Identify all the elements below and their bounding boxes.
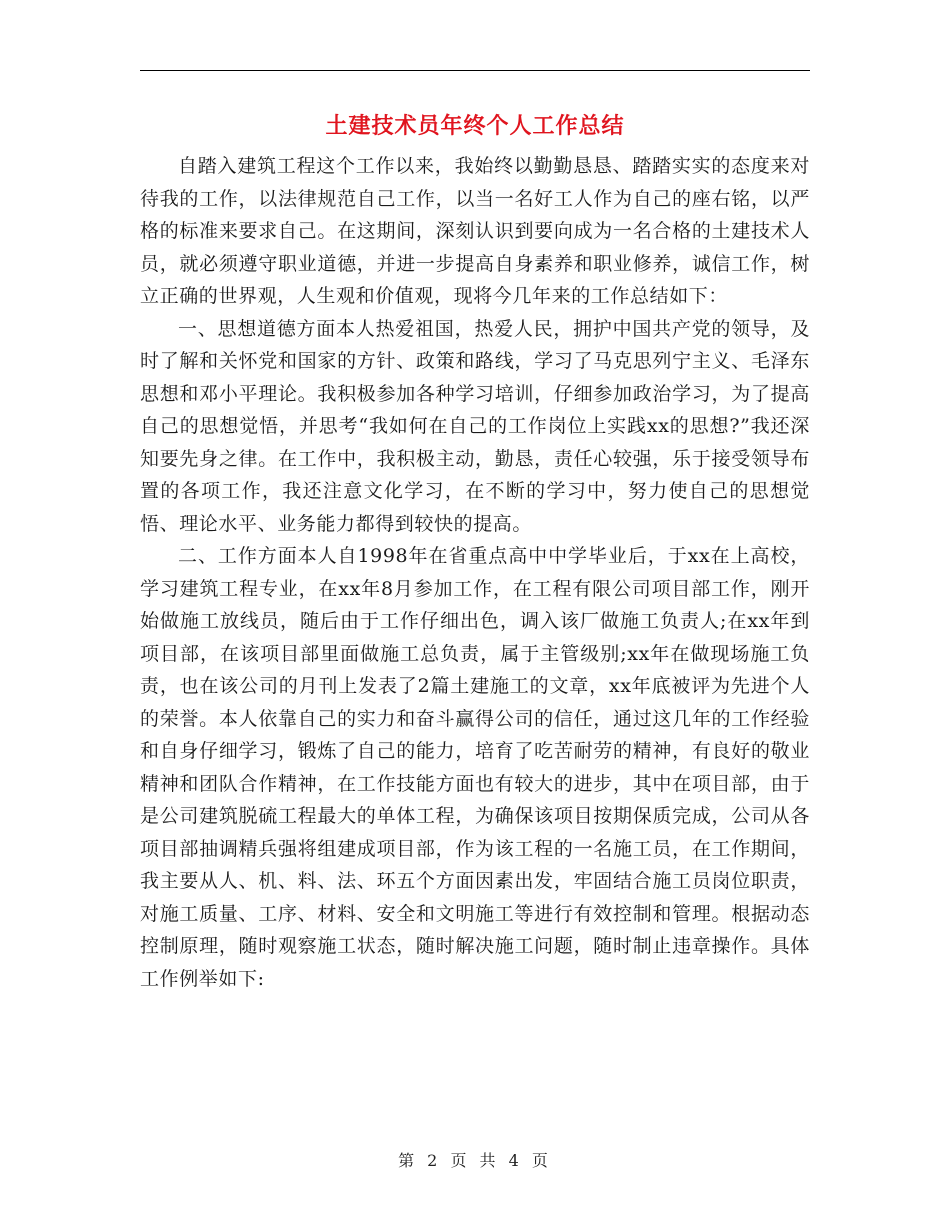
paragraph-ideology: 一、思想道德方面本人热爱祖国，热爱人民，拥护中国共产党的领导，及时了解和关怀党和国家的方针、政策和路线，学习了马克思列宁主义、毛泽东思想和邓小平理论。我积极参加各种学习培训，仔细参加政治学习，为了提高自己的思想觉悟，并思考“我如何在自己的工作岗位上实践xx的思想?”我还深知要先身之律。在工作中，我积极主动，勤恳，责任心较强，乐于接受领导布置的各项工作，我还注意文化学习，在不断的学习中，努力使自己的思想觉悟、理论水平、业务能力都得到较快的提高。 <box>140 317 810 535</box>
paragraph-intro: 自踏入建筑工程这个工作以来，我始终以勤勤恳恳、踏踏实实的态度来对待我的工作，以法律规范自己工作，以当一名好工人作为自己的座右铭，以严格的标准来要求自己。在这期间，深刻认识到要向成为一名合格的土建技术人员，就必须遵守职业道德，并进一步提高自身素养和职业修养，诚信工作，树立正确的世界观，人生观和价值观，现将今几年来的工作总结如下： <box>140 155 810 307</box>
document-title: 土建技术员年终个人工作总结 <box>325 113 625 139</box>
document-body <box>140 150 810 995</box>
page-number-footer: 第 2 页 共 4 页 <box>398 1151 552 1170</box>
header-rule <box>140 70 810 71</box>
paragraph-work: 二、工作方面本人自1998年在省重点高中中学毕业后，于xx在上高校，学习建筑工程专业，在xx年8月参加工作，在工程有限公司项目部工作，刚开始做施工放线员，随后由于工作仔细出色，调入该厂做施工负责人;在xx年到项目部，在该项目部里面做施工总负责，属于主管级别;xx年在做现场施工负责，也在该公司的月刊上发表了2篇土建施工的文章，xx年底被评为先进个人的荣誉。本人依靠自己的实力和奋斗赢得公司的信任，通过这几年的工作经验和自身仔细学习，锻炼了自己的能力，培育了吃苦耐劳的精神，有良好的敬业精神和团队合作精神，在工作技能方面也有较大的进步，其中在项目部，由于是公司建筑脱硫工程最大的单体工程，为确保该项目按期保质完成，公司从各项目部抽调精兵强将组建成项目部，作为该工程的一名施工员，在工作期间，我主要从人、机、料、法、环五个方面因素出发，牢固结合施工员岗位职责，对施工质量、工序、材料、安全和文明施工等进行有效控制和管理。根据动态控制原理，随时观察施工状态，随时解决施工问题，随时制止违章操作。具体工作例举如下: <box>140 545 810 990</box>
